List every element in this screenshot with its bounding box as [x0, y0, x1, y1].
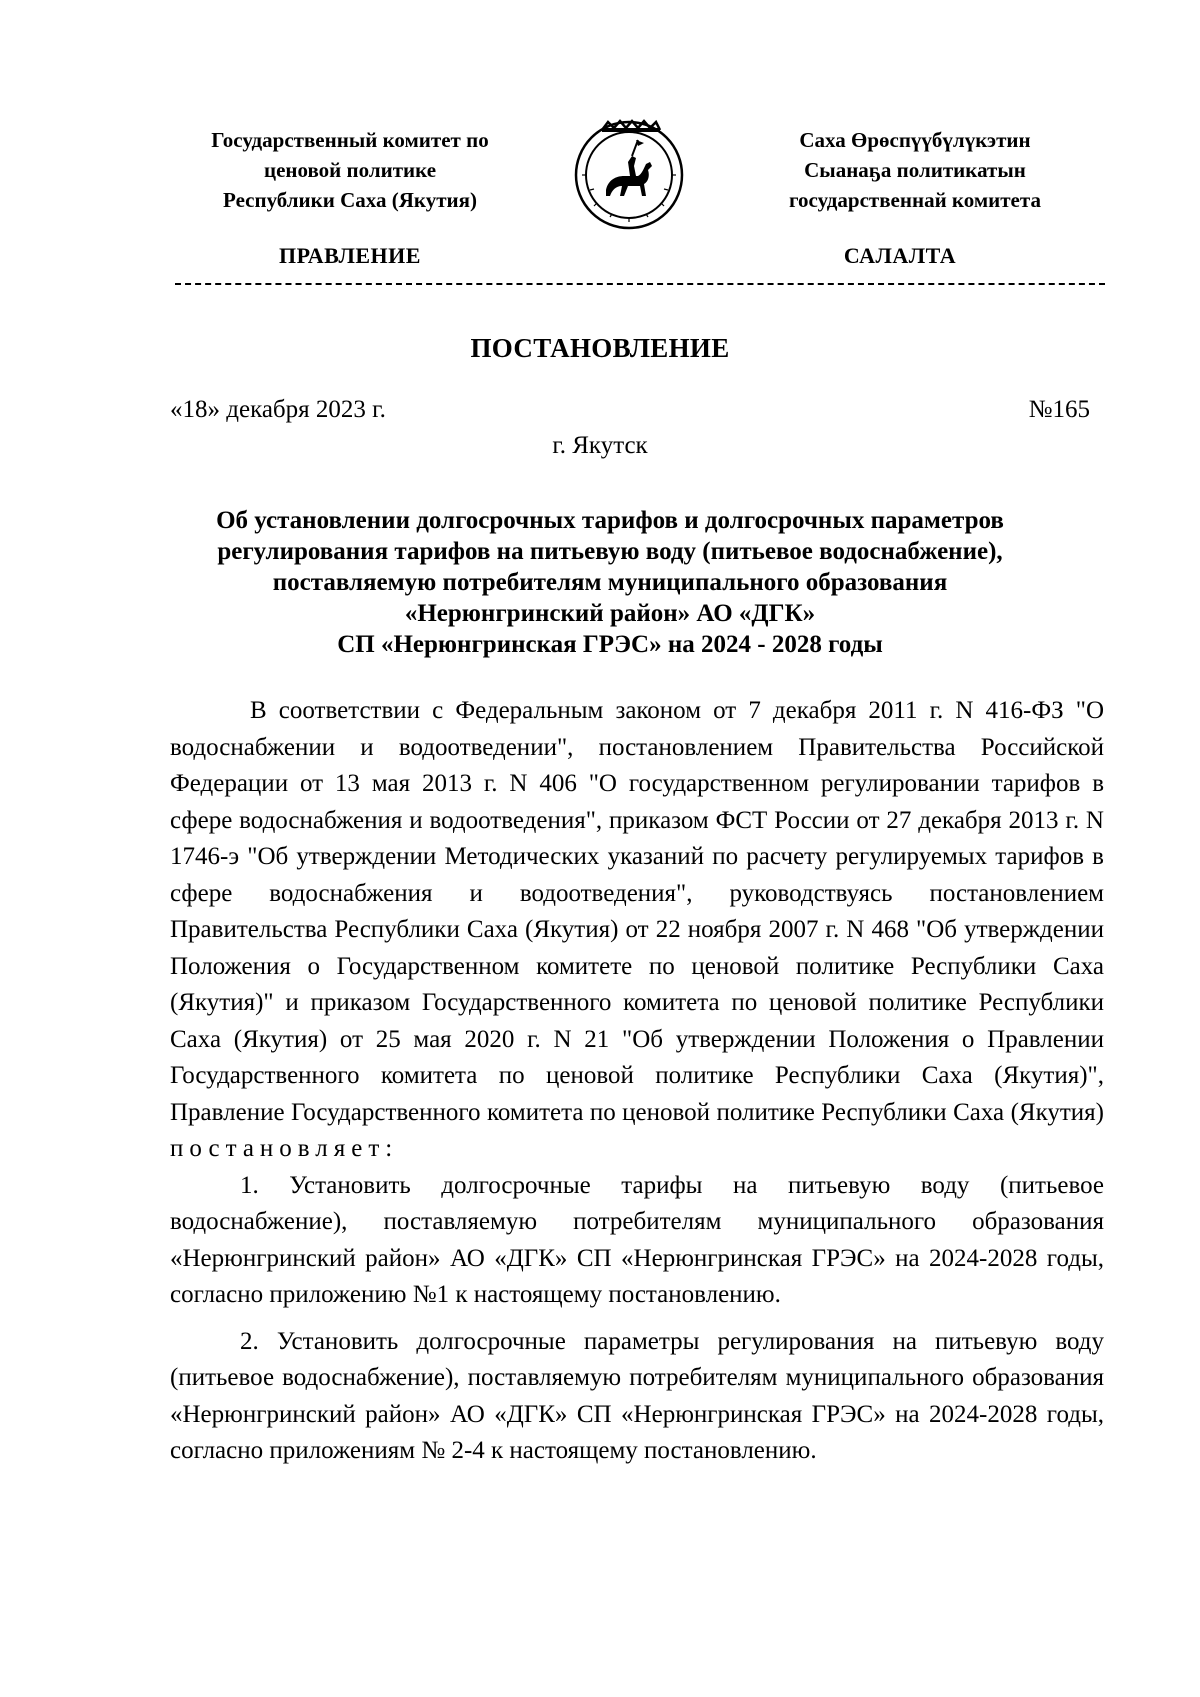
document-title — [150, 505, 1070, 660]
header-right-line: Саха Өрөспүүбүлүкэтин — [799, 128, 1031, 152]
header-right-subtitle: САЛАЛТА — [843, 243, 957, 268]
title-line: регулирования тарифов на питьевую воду (питьевое водоснабжение), — [217, 538, 1003, 565]
header-divider — [175, 283, 1105, 285]
resolution-item-1: 1. Установить долгосрочные тарифы на питьевую воду (питьевое водоснабжение), поставляемую потребителям муниципального образования «Нерюнгринский район» АО «ДГК» СП «Нерюнгринская ГРЭС» на 2024-2028 годы, согласно приложению №1 к настоящему постановлению. — [170, 1171, 1104, 1308]
resolution-item-2: 2. Установить долгосрочные параметры регулирования на питьевую воду (питьевое водоснабжение), поставляемую потребителям муниципального образования «Нерюнгринский район» АО «ДГК» СП «Нерюнгринская ГРЭС» на 2024-2028 годы, согласно приложениям № 2-4 к настоящему постановлению. — [170, 1327, 1104, 1464]
header-left-authority — [150, 125, 550, 215]
header-left-subtitle: ПРАВЛЕНИЕ — [279, 243, 421, 268]
document-number: №165 — [1028, 396, 1090, 423]
header-right-line: Сыанаҕа политикатын — [804, 158, 1026, 182]
sakha-emblem-icon — [572, 118, 686, 232]
document-city: г. Якутск — [552, 432, 648, 459]
title-line: СП «Нерюнгринская ГРЭС» на 2024 - 2028 годы — [337, 631, 883, 658]
preamble-paragraph — [170, 693, 1104, 1168]
title-line: «Нерюнгринский район» АО «ДГК» — [404, 600, 816, 627]
header-left-line: Государственный комитет по — [211, 128, 489, 152]
title-line: поставляемую потребителям муниципального образования — [272, 569, 948, 596]
header-left-line: ценовой политике — [263, 158, 437, 182]
document-body — [170, 693, 1104, 1470]
header-right-authority — [715, 125, 1115, 215]
preamble-text: В соответствии с Федеральным законом от 7 декабря 2011 г. N 416-ФЗ "О водоснабжении и водоотведении", постановлением Правительства Российской Федерации от 13 мая 2013 г. N 406 "О государственном регулировании тарифов в сфере водоснабжения и водоотведения", приказом ФСТ России от 27 декабря 2013 г. N 1746-э "Об утверждении Методических указаний по расчету регулируемых тарифов в сфере водоснабжения и водоотведения", руководствуясь постановлением Правительства Республики Саха (Якутия) от 22 ноября 2007 г. N 468 "Об утверждении Положения о Государственном комитете по ценовой политике Республики Саха (Якутия)" и приказом Государственного комитета по ценовой политике Республики Саха (Якутия) от 25 мая 2020 г. N 21 "Об утверждении Положения о Правлении Государственного комитета по ценовой политике Республики Саха (Якутия)", Правление Государственного комитета по ценовой политике Республики Саха (Якутия) — [170, 697, 1104, 1126]
header-left-line: Республики Саха (Якутия) — [223, 188, 477, 212]
header-right-line: государственнай комитета — [789, 188, 1041, 212]
title-line: Об установлении долгосрочных тарифов и долгосрочных параметров — [216, 507, 1004, 534]
document-type: ПОСТАНОВЛЕНИЕ — [470, 333, 730, 363]
decides-text: постановляет: — [170, 1135, 399, 1162]
document-date: «18» декабря 2023 г. — [170, 396, 386, 423]
